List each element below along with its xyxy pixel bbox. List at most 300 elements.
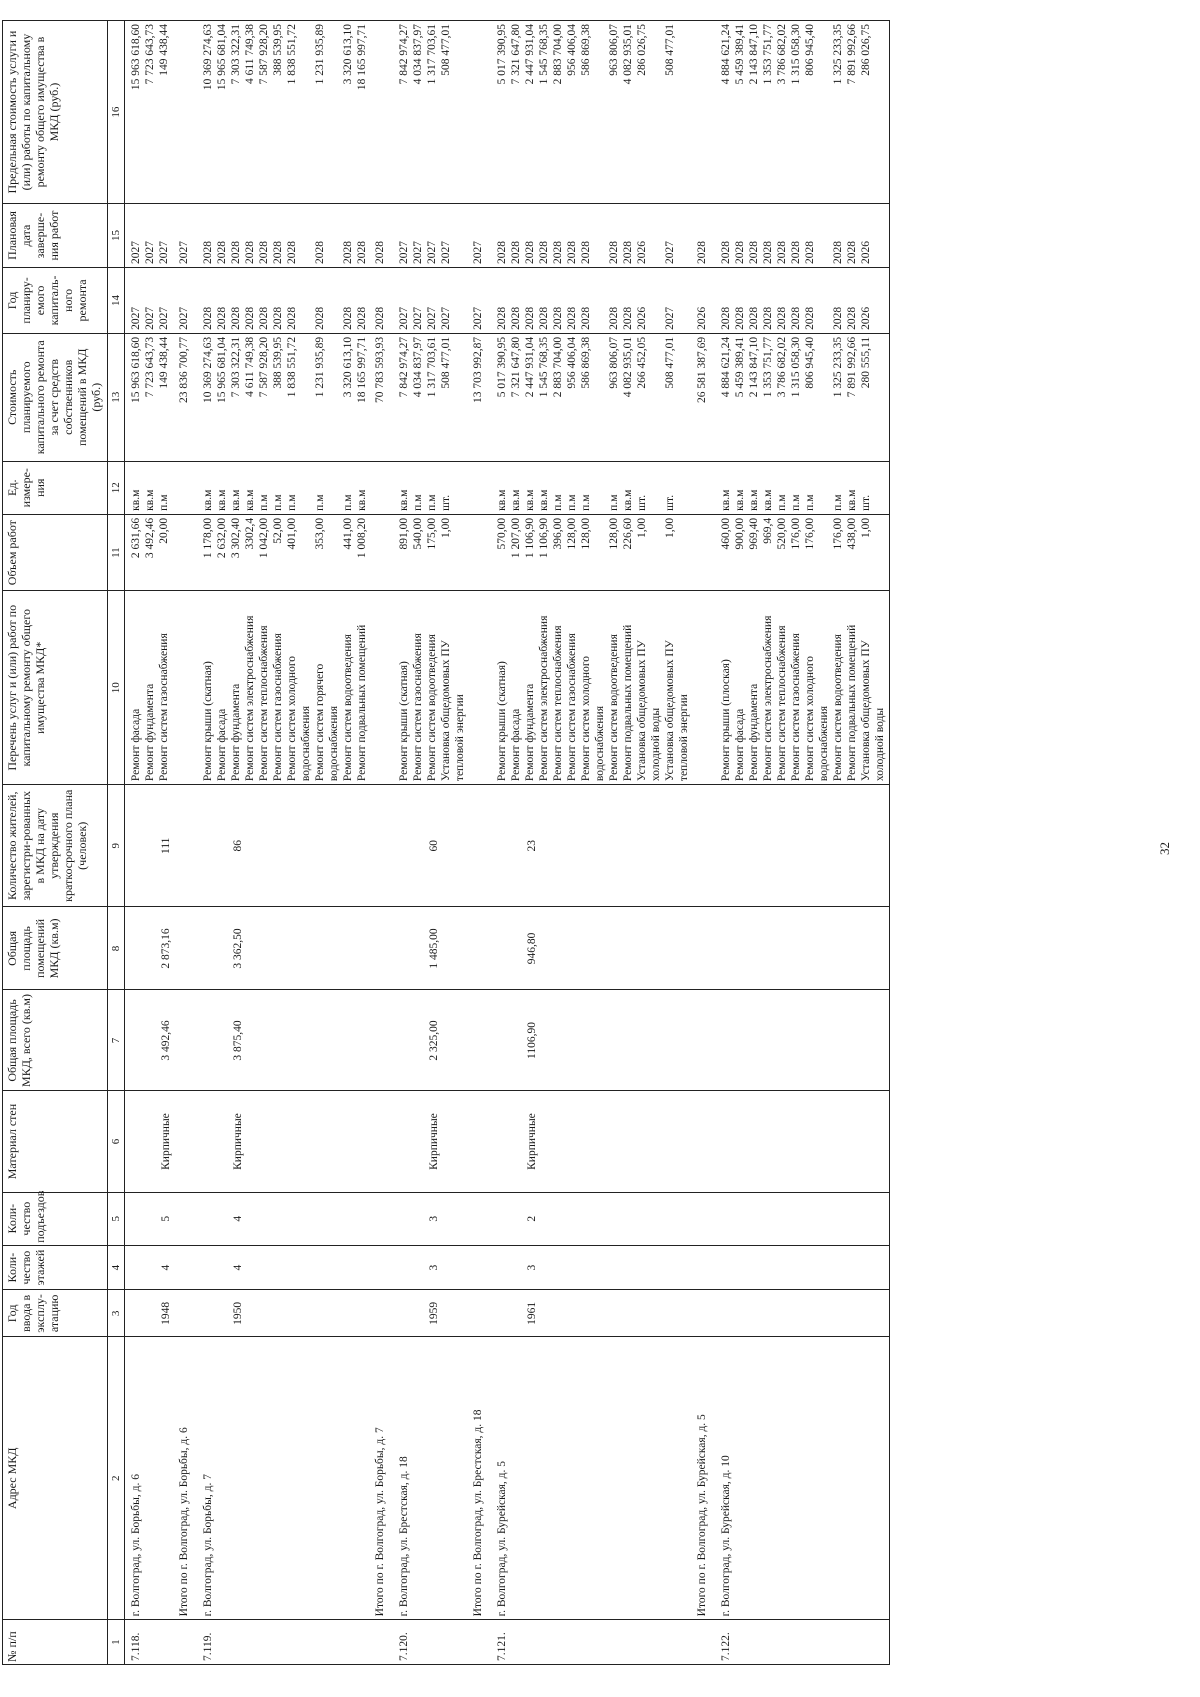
work-unit: кв.м [356, 489, 368, 511]
total-empty [371, 1245, 393, 1290]
work-name: Ремонт систем водоотведения [608, 634, 620, 782]
work-vol: 1,00 [860, 517, 872, 538]
table-row [125, 21, 176, 1665]
work-name: Ремонт фасада [510, 708, 522, 782]
work-end: 2027 [158, 240, 170, 264]
work-unit: п.м [608, 494, 620, 511]
work-limit: 15 965 681,04 [216, 24, 228, 91]
works-list [197, 591, 371, 785]
work-unit: п.м [776, 494, 788, 511]
column-header: Общая площадь МКД, всего (кв.м) [3, 990, 108, 1091]
work-limit: 2 883 704,00 [552, 24, 564, 85]
work-end: 2028 [790, 240, 802, 264]
works-cost [491, 333, 693, 461]
column-header: № п/п [3, 1620, 108, 1665]
work-cost: 1 315 058,30 [790, 336, 802, 398]
work-end: 2027 [398, 240, 410, 264]
work-name: Ремонт крыши (плоская) [720, 659, 732, 782]
work-unit: п.м [566, 494, 578, 511]
work-name: Ремонт систем теплоснабжения [776, 625, 788, 782]
work-cost: 388 539,95 [272, 336, 284, 389]
work-yr: 2026 [860, 306, 872, 330]
work-yr: 2028 [510, 306, 522, 330]
work-cost: 15 965 681,04 [216, 336, 228, 404]
work-name: Ремонт подвальных помещений [846, 624, 858, 782]
total-empty [371, 591, 393, 785]
column-number: 2 [108, 1337, 125, 1620]
work-unit: п.м [552, 494, 564, 511]
works-unit [715, 461, 890, 514]
work-limit: 963 806,07 [608, 24, 620, 76]
work-name: Ремонт систем электроснабжения [244, 615, 256, 782]
row-number: 7.122. [715, 1620, 890, 1665]
work-yr: 2027 [130, 306, 142, 330]
works-volume [125, 514, 176, 591]
works-year [393, 267, 469, 333]
works-list [715, 591, 890, 785]
work-yr: 2028 [566, 306, 578, 330]
total-empty [371, 1091, 393, 1192]
area-rooms: 1 485,00 [393, 907, 469, 990]
work-yr: 2028 [804, 306, 816, 330]
work-name: Ремонт систем водоотведения [832, 634, 844, 782]
table-row [393, 21, 469, 1665]
work-cost: 3 320 613,10 [342, 336, 354, 398]
work-end: 2028 [580, 240, 592, 264]
work-unit: п.м [804, 494, 816, 511]
work-cost: 1 231 935,89 [314, 336, 326, 398]
wall-material: Кирпичные [491, 1091, 693, 1192]
wall-material: Кирпичные [125, 1091, 176, 1192]
total-empty [371, 514, 393, 591]
area-rooms [715, 907, 890, 990]
work-vol: 969,40 [748, 517, 760, 550]
work-vol: 1,00 [440, 517, 452, 538]
work-name: Установка общедомовых ПУ холодной воды [860, 640, 886, 782]
column-header: Год ввода в эксплу-атацию [3, 1290, 108, 1337]
work-yr: 2028 [286, 306, 298, 330]
total-empty [175, 461, 197, 514]
work-vol: 3 302,40 [230, 517, 242, 559]
total-label: Итого по г. Волгоград, ул. Борьбы, д. 7 [371, 1337, 393, 1620]
work-vol: 2 632,00 [216, 517, 228, 559]
work-vol: 460,00 [720, 517, 732, 550]
work-vol: 891,00 [398, 517, 410, 550]
work-name: Ремонт систем холодного водоснабжения [580, 655, 606, 782]
work-name: Ремонт систем водоотведения [342, 634, 354, 782]
total-empty [693, 990, 715, 1091]
work-name: Установка общедомовых ПУ холодной воды [636, 640, 662, 782]
work-limit: 7 842 974,27 [398, 24, 410, 85]
total-empty [175, 514, 197, 591]
work-yr: 2028 [244, 306, 256, 330]
residents: 60 [393, 785, 469, 907]
work-yr: 2027 [144, 306, 156, 330]
column-number: 1 [108, 1620, 125, 1665]
work-vol: 969,4 [762, 517, 774, 544]
total-empty [371, 461, 393, 514]
work-cost: 4 034 837,97 [412, 336, 424, 398]
work-limit: 2 447 931,04 [524, 24, 536, 85]
work-cost: 2 883 704,00 [552, 336, 564, 398]
work-vol: 1 008,20 [356, 517, 368, 559]
work-limit: 18 165 997,71 [356, 24, 368, 91]
work-name: Ремонт систем холодного водоснабжения [286, 655, 312, 782]
work-limit: 286 026,75 [636, 24, 648, 76]
work-unit: п.м [832, 494, 844, 511]
total-label: Итого по г. Волгоград, ул. Брестская, д. 18 [469, 1337, 491, 1620]
wall-material: Кирпичные [393, 1091, 469, 1192]
work-end: 2028 [230, 240, 242, 264]
total-empty [175, 1192, 197, 1245]
total-empty-limit [371, 21, 393, 204]
total-empty [175, 591, 197, 785]
work-vol: 176,00 [832, 517, 844, 550]
work-unit: кв.м [720, 489, 732, 511]
work-cost: 1 325 233,35 [832, 336, 844, 398]
column-number: 4 [108, 1245, 125, 1290]
work-end: 2026 [636, 240, 648, 264]
work-cost: 806 945,40 [804, 336, 816, 389]
work-name: Ремонт систем теплоснабжения [258, 625, 270, 782]
works-year [197, 267, 371, 333]
work-cost: 4 884 621,24 [720, 336, 732, 398]
work-vol: 1 106,90 [538, 517, 550, 559]
work-cost: 963 806,07 [608, 336, 620, 389]
work-cost: 18 165 997,71 [356, 336, 368, 404]
work-yr: 2028 [790, 306, 802, 330]
work-limit: 1 838 551,72 [286, 24, 298, 85]
work-end: 2028 [286, 240, 298, 264]
work-yr: 2028 [776, 306, 788, 330]
year-built: 1950 [197, 1290, 371, 1337]
work-name: Ремонт систем водоотведения [426, 634, 438, 782]
work-vol: 2 631,66 [130, 517, 142, 559]
work-yr: 2028 [552, 306, 564, 330]
work-yr: 2027 [426, 306, 438, 330]
works-end [125, 204, 176, 268]
work-limit: 1 315 058,30 [790, 24, 802, 85]
work-end: 2028 [566, 240, 578, 264]
work-name: Ремонт систем газоснабжения [566, 633, 578, 782]
work-vol: 1 178,00 [202, 517, 214, 559]
work-end: 2028 [762, 240, 774, 264]
capital-repair-table [2, 20, 890, 1665]
work-vol: 176,00 [804, 517, 816, 550]
work-limit: 15 963 618,60 [130, 24, 142, 91]
wall-material [715, 1091, 890, 1192]
work-end: 2027 [664, 240, 676, 264]
work-cost: 280 555,11 [860, 336, 872, 389]
work-limit: 1 325 233,35 [832, 24, 844, 85]
works-end [393, 204, 469, 268]
work-cost: 586 869,38 [580, 336, 592, 389]
work-vol: 52,00 [272, 517, 284, 544]
work-cost: 266 452,05 [636, 336, 648, 389]
works-unit [491, 461, 693, 514]
work-unit: п.м [342, 494, 354, 511]
work-yr: 2028 [258, 306, 270, 330]
work-vol: 396,00 [552, 517, 564, 550]
work-unit: кв.м [202, 489, 214, 511]
year-built: 1961 [491, 1290, 693, 1337]
work-unit: п.м [272, 494, 284, 511]
works-list [491, 591, 693, 785]
total-row [175, 21, 197, 1665]
work-name: Ремонт фасада [216, 708, 228, 782]
row-address: г. Волгоград, ул. Брестская, д. 18 [393, 1337, 469, 1620]
work-name: Ремонт систем газоснабжения [412, 633, 424, 782]
works-list [393, 591, 469, 785]
total-empty [469, 1192, 491, 1245]
work-unit: кв.м [510, 489, 522, 511]
column-number: 14 [108, 267, 125, 333]
column-number: 12 [108, 461, 125, 514]
work-yr: 2028 [524, 306, 536, 330]
work-cost: 5 017 390,95 [496, 336, 508, 398]
area-total: 2 325,00 [393, 990, 469, 1091]
work-cost: 15 963 618,60 [130, 336, 142, 404]
total-end: 2027 [175, 204, 197, 268]
work-end: 2028 [552, 240, 564, 264]
total-spacer [693, 1620, 715, 1665]
works-list [125, 591, 176, 785]
work-limit: 286 026,75 [860, 24, 872, 76]
work-vol: 175,00 [426, 517, 438, 550]
work-cost: 7 303 322,31 [230, 336, 242, 398]
total-year: 2027 [469, 267, 491, 333]
work-end: 2028 [524, 240, 536, 264]
work-cost: 956 406,04 [566, 336, 578, 389]
work-yr: 2028 [580, 306, 592, 330]
row-address: г. Волгоград, ул. Бурейская, д. 10 [715, 1337, 890, 1620]
work-yr: 2028 [762, 306, 774, 330]
work-vol: 1 207,00 [510, 517, 522, 559]
column-number: 10 [108, 591, 125, 785]
works-cost [197, 333, 371, 461]
total-empty [175, 1091, 197, 1192]
works-year [715, 267, 890, 333]
column-number: 7 [108, 990, 125, 1091]
work-yr: 2027 [412, 306, 424, 330]
work-yr: 2028 [342, 306, 354, 330]
work-limit: 956 406,04 [566, 24, 578, 76]
work-unit: кв.м [144, 489, 156, 511]
work-yr: 2028 [734, 306, 746, 330]
residents: 23 [491, 785, 693, 907]
wall-material: Кирпичные [197, 1091, 371, 1192]
column-header: Объем работ [3, 514, 108, 591]
works-end [715, 204, 890, 268]
column-number: 5 [108, 1192, 125, 1245]
total-empty [693, 461, 715, 514]
total-empty-limit [693, 21, 715, 204]
work-limit: 1 231 935,89 [314, 24, 326, 85]
works-limit [715, 21, 890, 204]
work-limit: 806 945,40 [804, 24, 816, 76]
work-yr: 2028 [230, 306, 242, 330]
total-year: 2027 [175, 267, 197, 333]
column-number: 6 [108, 1091, 125, 1192]
area-total: 3 875,40 [197, 990, 371, 1091]
work-name: Ремонт подвальных помещений [356, 624, 368, 782]
works-cost [715, 333, 890, 461]
work-end: 2027 [130, 240, 142, 264]
work-name: Ремонт систем электроснабжения [762, 615, 774, 782]
work-unit: кв.м [748, 489, 760, 511]
works-unit [125, 461, 176, 514]
work-unit: кв.м [762, 489, 774, 511]
work-limit: 2 143 847,10 [748, 24, 760, 85]
year-built: 1948 [125, 1290, 176, 1337]
total-empty [175, 907, 197, 990]
entrances [715, 1192, 890, 1245]
work-unit: кв.м [130, 489, 142, 511]
work-cost: 1 545 768,35 [538, 336, 550, 398]
total-empty [693, 907, 715, 990]
work-vol: 401,00 [286, 517, 298, 550]
work-limit: 508 477,01 [440, 24, 452, 76]
entrances: 5 [125, 1192, 176, 1245]
work-yr: 2028 [832, 306, 844, 330]
works-year [491, 267, 693, 333]
work-end: 2028 [342, 240, 354, 264]
works-limit [491, 21, 693, 204]
work-yr: 2028 [622, 306, 634, 330]
work-limit: 149 438,44 [158, 24, 170, 76]
total-empty [693, 1290, 715, 1337]
table-row [491, 21, 693, 1665]
works-limit [393, 21, 469, 204]
work-cost: 4 082 935,01 [622, 336, 634, 398]
work-vol: 1,00 [636, 517, 648, 538]
work-unit: кв.м [846, 489, 858, 511]
work-name: Ремонт систем холодного водоснабжения [804, 655, 830, 782]
work-limit: 4 082 935,01 [622, 24, 634, 85]
work-name: Ремонт крыши (скатная) [398, 661, 410, 782]
works-volume [715, 514, 890, 591]
work-limit: 7 303 322,31 [230, 24, 242, 85]
works-volume [197, 514, 371, 591]
work-vol: 3302,4 [244, 517, 256, 550]
works-limit [197, 21, 371, 204]
work-unit: п.м [426, 494, 438, 511]
total-cost: 70 783 593,93 [371, 333, 393, 461]
area-total: 3 492,46 [125, 990, 176, 1091]
work-name: Установка общедомовых ПУ тепловой энергии [440, 640, 466, 782]
work-name: Ремонт фундамента [144, 683, 156, 782]
work-vol: 570,00 [496, 517, 508, 550]
work-vol: 900,00 [734, 517, 746, 550]
column-number: 8 [108, 907, 125, 990]
work-name: Ремонт фундамента [230, 683, 242, 782]
work-yr: 2028 [202, 306, 214, 330]
area-rooms: 946,80 [491, 907, 693, 990]
work-unit: кв.м [734, 489, 746, 511]
work-end: 2028 [496, 240, 508, 264]
work-end: 2028 [272, 240, 284, 264]
work-unit: п.м [158, 494, 170, 511]
work-unit: кв.м [622, 489, 634, 511]
work-yr: 2028 [846, 306, 858, 330]
total-empty [469, 1245, 491, 1290]
work-yr: 2026 [636, 306, 648, 330]
work-name: Установка общедомовых ПУ тепловой энергии [664, 640, 690, 782]
work-yr: 2028 [314, 306, 326, 330]
work-end: 2028 [244, 240, 256, 264]
residents: 111 [125, 785, 176, 907]
work-limit: 1 545 768,35 [538, 24, 550, 85]
column-header: Год планиру-емого капиталь-ного ремонта [3, 267, 108, 333]
works-volume [491, 514, 693, 591]
work-name: Ремонт фундамента [748, 683, 760, 782]
work-end: 2028 [622, 240, 634, 264]
entrances: 3 [393, 1192, 469, 1245]
column-header: Коли-чество подъездов [3, 1192, 108, 1245]
entrances: 4 [197, 1192, 371, 1245]
work-end: 2027 [426, 240, 438, 264]
total-empty [371, 785, 393, 907]
works-volume [393, 514, 469, 591]
work-unit: п.м [580, 494, 592, 511]
column-header: Коли-чество этажей [3, 1245, 108, 1290]
work-vol: 226,60 [622, 517, 634, 550]
total-empty [469, 1091, 491, 1192]
total-empty-limit [469, 21, 491, 204]
works-limit [125, 21, 176, 204]
work-limit: 4 611 749,38 [244, 24, 256, 84]
work-vol: 128,00 [580, 517, 592, 550]
column-header: Перечень услуг и (или) работ по капитальному ремонту общего имущества МКД* [3, 591, 108, 785]
total-empty-limit [175, 21, 197, 204]
area-total: 1106,90 [491, 990, 693, 1091]
works-year [125, 267, 176, 333]
total-empty [693, 785, 715, 907]
total-end: 2028 [693, 204, 715, 268]
total-empty [175, 1245, 197, 1290]
row-address: г. Волгоград, ул. Борьбы, д. 7 [197, 1337, 371, 1620]
work-unit: п.м [286, 494, 298, 511]
work-unit: п.м [258, 494, 270, 511]
row-number: 7.119. [197, 1620, 371, 1665]
total-label: Итого по г. Волгоград, ул. Борьбы, д. 6 [175, 1337, 197, 1620]
works-cost [125, 333, 176, 461]
work-cost: 508 477,01 [440, 336, 452, 389]
work-limit: 3 320 613,10 [342, 24, 354, 85]
work-end: 2028 [356, 240, 368, 264]
work-vol: 128,00 [566, 517, 578, 550]
works-unit [197, 461, 371, 514]
works-unit [393, 461, 469, 514]
work-name: Ремонт систем газоснабжения [790, 633, 802, 782]
works-end [197, 204, 371, 268]
row-address: г. Волгоград, ул. Бурейская, д. 5 [491, 1337, 693, 1620]
work-limit: 508 477,01 [664, 24, 676, 76]
total-empty [371, 907, 393, 990]
total-spacer [371, 1620, 393, 1665]
work-end: 2027 [144, 240, 156, 264]
works-cost [393, 333, 469, 461]
total-empty [693, 1091, 715, 1192]
work-limit: 388 539,95 [272, 24, 284, 76]
work-name: Ремонт подвальных помещений [622, 624, 634, 782]
work-cost: 2 143 847,10 [748, 336, 760, 398]
total-empty [693, 1245, 715, 1290]
work-end: 2028 [216, 240, 228, 264]
work-limit: 7 321 647,80 [510, 24, 522, 85]
work-limit: 7 891 992,66 [846, 24, 858, 85]
work-cost: 149 438,44 [158, 336, 170, 389]
